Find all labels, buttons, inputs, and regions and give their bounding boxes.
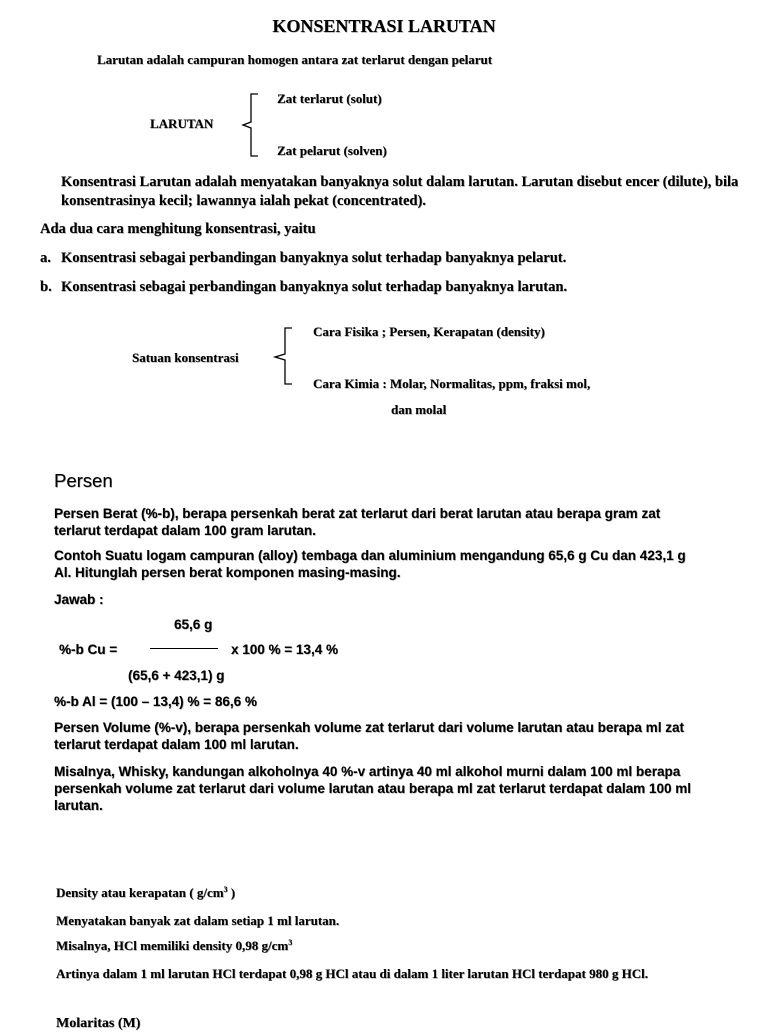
- list-item: [40, 250, 566, 267]
- formula-multiplier: x 100 % = 13,4 %: [231, 642, 338, 657]
- satuan-brace: [270, 326, 296, 386]
- list-item-text: Konsentrasi sebagai perbandingan banyaknya solut terhadap banyaknya pelarut.: [61, 250, 567, 266]
- ways-intro: Ada dua cara menghitung konsentrasi, yaitu: [40, 221, 316, 237]
- fraction-denominator: (65,6 + 423,1) g: [128, 668, 225, 683]
- molaritas-heading: Molaritas (M): [56, 1016, 141, 1031]
- density-example-text: Misalnya, HCl memiliki density 0,98 g/cm: [56, 938, 289, 953]
- density-example: [56, 938, 292, 954]
- density-heading-text: Density atau kerapatan ( g/cm: [56, 885, 224, 900]
- persen-heading: Persen: [54, 470, 113, 491]
- density-explanation: Artinya dalam 1 ml larutan HCl terdapat 0,98 g HCl atau di dalam 1 liter larutan HCl terdapat 980 g HCl.: [56, 966, 648, 981]
- formula-al: %-b Al = (100 – 13,4) % = 86,6 %: [54, 694, 257, 709]
- cara-kimia: Cara Kimia : Molar, Normalitas, ppm, fraksi mol,: [313, 376, 591, 391]
- larutan-item-solut: Zat terlarut (solut): [277, 91, 382, 106]
- persen-berat-paragraph: Persen Berat (%-b), berapa persenkah berat zat terlarut dari berat larutan atau berapa gram zat terlarut terdapat dalam 100 gram larutan.: [54, 506, 661, 538]
- density-example-sup: 3: [288, 938, 293, 947]
- density-line: Menyatakan banyak zat dalam setiap 1 ml larutan.: [56, 913, 340, 928]
- list-marker: a.: [40, 250, 51, 266]
- fraction-line: [150, 648, 218, 649]
- fraction-numerator: 65,6 g: [174, 617, 213, 632]
- density-heading-sup: 3: [223, 885, 228, 894]
- list-item: [40, 279, 567, 296]
- contoh-paragraph: Contoh Suatu logam campuran (alloy) tembaga dan aluminium mengandung 65,6 g Cu dan 423,1 g Al. Hitunglah persen berat komponen masing-masing.: [54, 548, 686, 580]
- formula-cu-label: %-b Cu =: [59, 642, 118, 657]
- larutan-brace: [238, 92, 262, 158]
- density-heading: [56, 885, 235, 901]
- density-heading-close: ): [227, 885, 236, 900]
- page-title: KONSENTRASI LARUTAN: [272, 16, 496, 36]
- jawab-label: Jawab :: [54, 592, 104, 607]
- list-item-text: Konsentrasi sebagai perbandingan banyaknya solut terhadap banyaknya larutan.: [61, 279, 568, 295]
- list-marker: b.: [40, 279, 52, 295]
- persen-volume-paragraph: Persen Volume (%-v), berapa persenkah volume zat terlarut dari volume larutan atau berapa ml zat terlarut terdapat dalam 100 ml larutan.: [54, 720, 684, 752]
- definition-paragraph: Konsentrasi Larutan adalah menyatakan banyaknya solut dalam larutan. Larutan disebut encer (dilute), bila konsentrasinya kecil; lawannya ialah pekat (concentrated).: [61, 174, 739, 209]
- whisky-example-paragraph: Misalnya, Whisky, kandungan alkoholnya 40 %-v artinya 40 ml alkohol murni dalam 100 ml berapa persenkah volume zat terlarut dari volume larutan atau berapa ml zat terlarut terdapat dalam 100 ml larutan.: [54, 764, 691, 813]
- intro-text: Larutan adalah campuran homogen antara zat terlarut dengan pelarut: [97, 52, 493, 67]
- cara-kimia-cont: dan molal: [391, 402, 447, 417]
- satuan-label: Satuan konsentrasi: [132, 350, 239, 365]
- larutan-label: LARUTAN: [150, 116, 214, 131]
- cara-fisika: Cara Fisika ; Persen, Kerapatan (density): [313, 324, 545, 339]
- larutan-item-solven: Zat pelarut (solven): [277, 143, 387, 158]
